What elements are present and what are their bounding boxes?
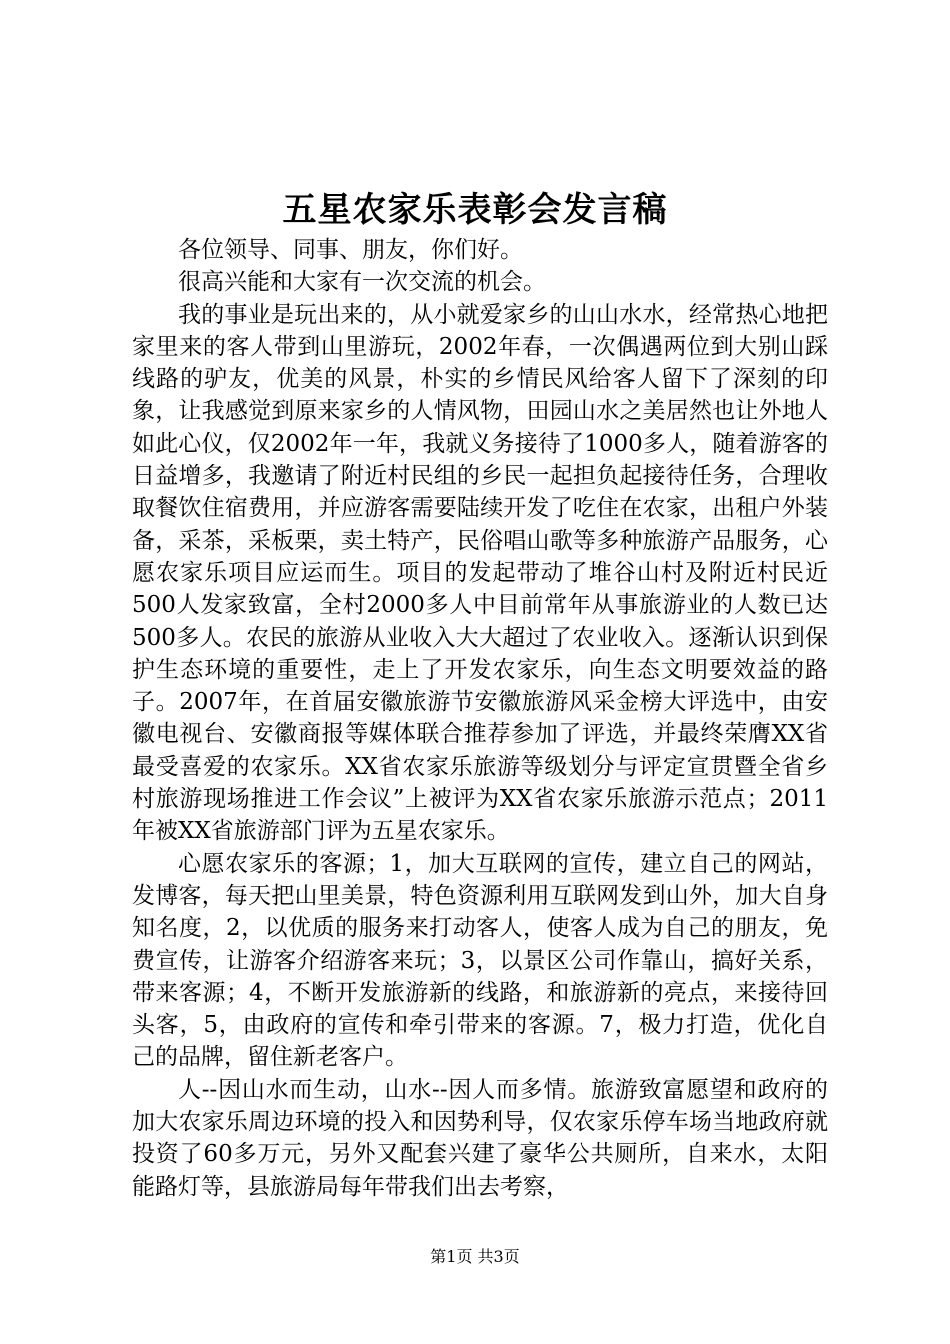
document-body — [132, 234, 828, 1203]
document-title: 五星农家乐表彰会发言稿 — [282, 190, 668, 230]
paragraph-story: 我的事业是玩出来的，从小就爱家乡的山山水水，经常热心地把家里来的客人带到山里游玩，2002年春，一次偶遇两位到大别山踩线路的驴友，优美的风景，朴实的乡情民风给客人留下了深刻的印象，让我感觉到原来家乡的人情风物，田园山水之美居然也让外地人如此心仪，仅2002年一年，我就义务接待了1000多人，随着游客的日益增多，我邀请了附近村民组的乡民一起担负起接待任务，合理收取餐饮住宿费用，并应游客需要陆续开发了吃住在农家，出租户外装备，采茶，采板栗，卖土特产，民俗唱山歌等多种旅游产品服务，心愿农家乐项目应运而生。项目的发起带动了堆谷山村及附近村民近500人发家致富，全村2000多人中目前常年从事旅游业的人数已达500多人。农民的旅游从业收入大大超过了农业收入。逐渐认识到保护生态环境的重要性，走上了开发农家乐，向生态文明要效益的路子。2007年，在首届安徽旅游节安徽旅游风采金榜大评选中，由安徽电视台、安徽商报等媒体联合推荐参加了评选，并最终荣膺XX省最受喜爱的农家乐。XX省农家乐旅游等级划分与评定宣贯暨全省乡村旅游现场推进工作会议”上被评为XX省农家乐旅游示范点；2011年被XX省旅游部门评为五星农家乐。 — [132, 301, 828, 845]
paragraph-greeting: 各位领导、同事、朋友，你们好。 — [178, 237, 523, 263]
paragraph-intro: 很高兴能和大家有一次交流的机会。 — [178, 269, 546, 296]
page-footer: 第1页 共3页 — [430, 1247, 520, 1266]
paragraph-government-support: 人--因山水而生动，山水--因人而多情。旅游致富愿望和政府的加大农家乐周边环境的投入和因势利导，仅农家乐停车场当地政府就投资了60多万元，另外又配套兴建了豪华公共厕所，自来水，太阳能路灯等，县旅游局每年带我们出去考察， — [132, 1076, 828, 1200]
paragraph-customer-sources: 心愿农家乐的客源；1，加大互联网的宣传，建立自己的网站，发博客，每天把山里美景，特色资源利用互联网发到山外，加大自身知名度，2，以优质的服务来打动客人，使客人成为自己的朋友，免费宣传，让游客介绍游客来玩；3，以景区公司作靠山，搞好关系，带来客源；4，不断开发旅游新的线路，和旅游新的亮点，来接待回头客，5，由政府的宣传和牵引带来的客源。7，极力打造，优化自己的品牌，留住新老客户。 — [132, 850, 828, 1071]
